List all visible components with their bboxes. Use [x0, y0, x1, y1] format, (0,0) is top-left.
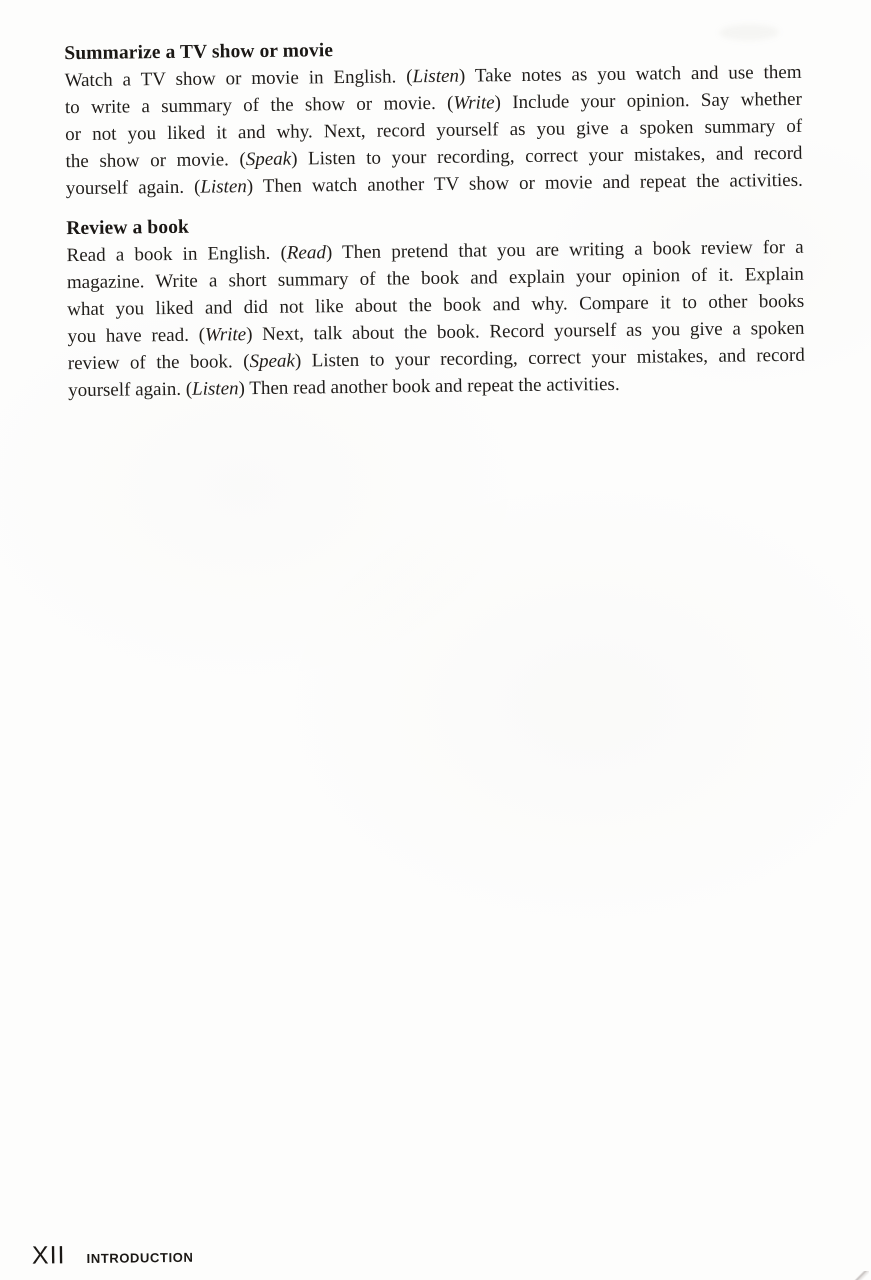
text-segment: ) Next, talk about the book. Record yourself as you give a spoken	[246, 317, 805, 346]
text-segment: what you liked and did not like about the book and why. Compare it to other books	[67, 290, 805, 321]
text-segment: yourself again. (	[65, 176, 201, 200]
text-segment: ) Then pretend that you are writing a book review for a	[325, 236, 804, 264]
skill-label: Write	[204, 324, 247, 346]
page-number: XII	[31, 1241, 66, 1270]
section-heading: Review a book	[66, 216, 190, 240]
text-segment: ) Then read another book and repeat the activities.	[238, 373, 620, 400]
skill-label: Speak	[245, 148, 292, 171]
skill-label: Speak	[249, 350, 296, 373]
text-segment: magazine. Write a short summary of the book and explain your opinion of it. Explain	[66, 263, 804, 294]
text-segment: the show or movie. (	[65, 149, 246, 173]
section-2	[66, 207, 805, 404]
section-heading: Summarize a TV show or movie	[64, 40, 334, 65]
text-segment: ) Listen to your recording, correct your mistakes, and record	[294, 344, 805, 372]
text-segment: ) Take notes as you watch and use them	[458, 61, 802, 87]
text-segment: ) Include your opinion. Say whether	[494, 88, 802, 114]
page-body	[64, 32, 805, 404]
text-segment: to write a summary of the show or movie. (	[64, 92, 454, 119]
skill-label: Listen	[192, 378, 239, 400]
running-section-label: INTRODUCTION	[86, 1249, 194, 1266]
skill-label: Listen	[412, 65, 460, 88]
text-segment: you have read. (	[67, 324, 206, 348]
text-segment: review of the book. (	[67, 351, 250, 375]
paragraph	[64, 59, 802, 202]
page-footer	[32, 1242, 194, 1269]
text-segment: or not you liked it and why. Next, record yourself as you give a spoken summary of	[65, 115, 803, 146]
skill-label: Write	[453, 92, 495, 114]
scan-artifact	[853, 1271, 869, 1280]
text-segment: ) Listen to your recording, correct your mistakes, and record	[291, 142, 803, 170]
text-segment: yourself again. (	[68, 378, 193, 402]
paragraph	[66, 234, 805, 404]
section-1	[64, 32, 803, 202]
skill-label: Read	[286, 242, 327, 264]
skill-label: Listen	[200, 176, 247, 198]
text-segment: ) Then watch another TV show or movie and repeat the activities.	[246, 169, 803, 198]
text-segment: Read a book in English. (	[66, 242, 287, 267]
text-segment: Watch a TV show or movie in English. (	[64, 66, 413, 92]
